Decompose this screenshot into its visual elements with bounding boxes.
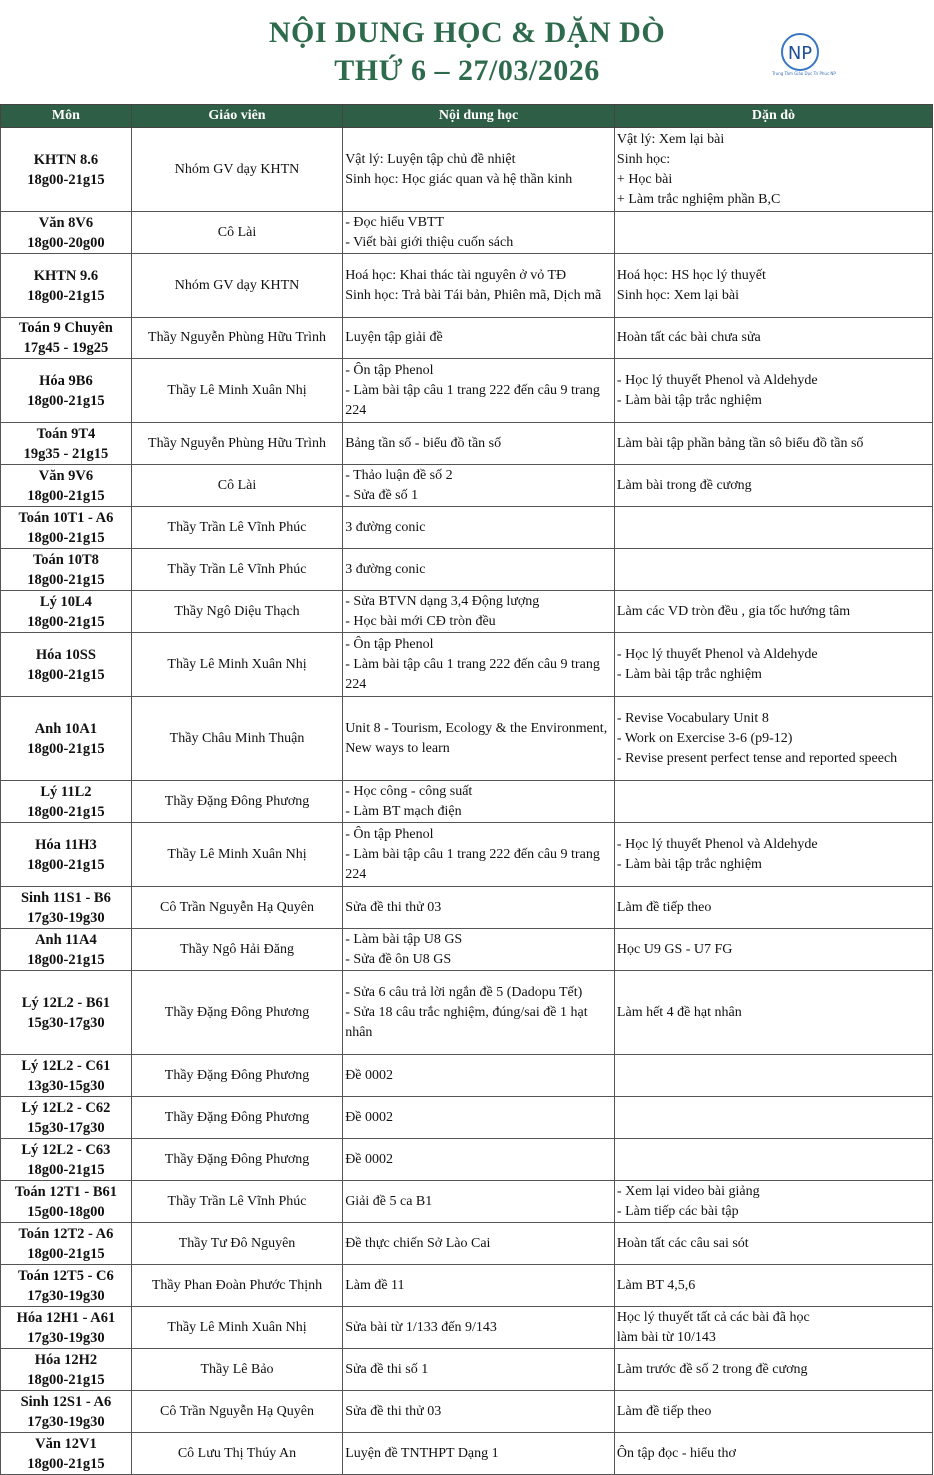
table-row xyxy=(1,1433,933,1475)
content-cell: Luyện tập giải đề xyxy=(343,318,615,359)
content-cell: Hoá học: Khai thác tài nguyên ở vỏ TĐ Sinh học: Trả bài Tái bản, Phiên mã, Dịch mã xyxy=(343,254,615,318)
subject-cell: Anh 11A4 18g00-21g15 xyxy=(1,929,132,971)
table-row xyxy=(1,633,933,697)
subject-cell: Lý 11L2 18g00-21g15 xyxy=(1,781,132,823)
content-cell: Vật lý: Luyện tập chủ đề nhiệt Sinh học: Học giác quan và hệ thần kinh xyxy=(343,128,615,212)
table-row xyxy=(1,781,933,823)
teacher-cell: Thầy Lê Bảo xyxy=(131,1349,342,1391)
teacher-cell: Thầy Tư Đô Nguyên xyxy=(131,1223,342,1265)
content-cell: - Sửa BTVN dạng 3,4 Động lượng - Học bài mới CĐ tròn đều xyxy=(343,591,615,633)
page-date: THỨ 6 – 27/03/2026 xyxy=(334,54,600,87)
content-cell: 3 đường conic xyxy=(343,507,615,549)
homework-cell xyxy=(614,781,932,823)
subject-cell: KHTN 8.6 18g00-21g15 xyxy=(1,128,132,212)
homework-cell: Làm BT 4,5,6 xyxy=(614,1265,932,1307)
homework-cell: Hoàn tất các câu sai sót xyxy=(614,1223,932,1265)
subject-cell: Lý 10L4 18g00-21g15 xyxy=(1,591,132,633)
homework-cell: - Học lý thuyết Phenol và Aldehyde - Làm bài tập trắc nghiệm xyxy=(614,633,932,697)
subject-cell: Toán 12T1 - B61 15g00-18g00 xyxy=(1,1181,132,1223)
table-row xyxy=(1,1139,933,1181)
teacher-cell: Nhóm GV dạy KHTN xyxy=(131,254,342,318)
table-row xyxy=(1,128,933,212)
homework-cell: Làm các VD tròn đều , gia tốc hướng tâm xyxy=(614,591,932,633)
table-row xyxy=(1,1223,933,1265)
table-row xyxy=(1,359,933,423)
content-cell: Sửa đề thi thử 03 xyxy=(343,887,615,929)
teacher-cell: Thầy Nguyễn Phùng Hữu Trình xyxy=(131,318,342,359)
content-cell: - Đọc hiểu VBTT - Viết bài giới thiệu cuốn sách xyxy=(343,212,615,254)
homework-cell: Vật lý: Xem lại bài Sinh học: + Học bài + Làm trắc nghiệm phần B,C xyxy=(614,128,932,212)
homework-cell: - Học lý thuyết Phenol và Aldehyde - Làm bài tập trắc nghiệm xyxy=(614,359,932,423)
homework-cell: - Revise Vocabulary Unit 8 - Work on Exercise 3-6 (p9-12) - Revise present perfect tense and reported speech xyxy=(614,697,932,781)
teacher-cell: Thầy Đặng Đông Phương xyxy=(131,1055,342,1097)
content-cell: - Làm bài tập U8 GS - Sửa đề ôn U8 GS xyxy=(343,929,615,971)
content-cell: Đề thực chiến Sở Lào Cai xyxy=(343,1223,615,1265)
teacher-cell: Thầy Đặng Đông Phương xyxy=(131,1139,342,1181)
table-row xyxy=(1,697,933,781)
logo-mark: NP xyxy=(787,43,813,64)
page-header xyxy=(0,0,934,104)
teacher-cell: Thầy Đặng Đông Phương xyxy=(131,1097,342,1139)
content-cell: Sửa đề thi số 1 xyxy=(343,1349,615,1391)
table-row xyxy=(1,212,933,254)
column-header-teacher: Giáo viên xyxy=(131,105,342,128)
subject-cell: Toán 12T2 - A6 18g00-21g15 xyxy=(1,1223,132,1265)
teacher-cell: Thầy Ngô Hải Đăng xyxy=(131,929,342,971)
content-cell: Unit 8 - Tourism, Ecology & the Environment, New ways to learn xyxy=(343,697,615,781)
homework-cell: Hoàn tất các bài chưa sửa xyxy=(614,318,932,359)
table-row xyxy=(1,1307,933,1349)
table-row xyxy=(1,1391,933,1433)
table-row xyxy=(1,318,933,359)
homework-cell: - Học lý thuyết Phenol và Aldehyde - Làm bài tập trắc nghiệm xyxy=(614,823,932,887)
content-cell: Đề 0002 xyxy=(343,1139,615,1181)
table-row xyxy=(1,254,933,318)
table-row xyxy=(1,823,933,887)
subject-cell: Văn 12V1 18g00-21g15 xyxy=(1,1433,132,1475)
content-cell: Giải đề 5 ca B1 xyxy=(343,1181,615,1223)
table-row xyxy=(1,971,933,1055)
content-cell: - Học công - công suất - Làm BT mạch điện xyxy=(343,781,615,823)
subject-cell: Sinh 12S1 - A6 17g30-19g30 xyxy=(1,1391,132,1433)
table-row xyxy=(1,423,933,465)
content-cell: Đề 0002 xyxy=(343,1055,615,1097)
table-row xyxy=(1,1265,933,1307)
table-row xyxy=(1,1349,933,1391)
subject-cell: Lý 12L2 - C63 18g00-21g15 xyxy=(1,1139,132,1181)
teacher-cell: Thầy Lê Minh Xuân Nhị xyxy=(131,359,342,423)
subject-cell: Hóa 12H2 18g00-21g15 xyxy=(1,1349,132,1391)
content-cell: - Ôn tập Phenol - Làm bài tập câu 1 trang 222 đến câu 9 trang 224 xyxy=(343,359,615,423)
table-row xyxy=(1,929,933,971)
teacher-cell: Thầy Ngô Diệu Thạch xyxy=(131,591,342,633)
table-row xyxy=(1,1181,933,1223)
homework-cell: Làm bài tập phần bảng tần sô biểu đồ tần số xyxy=(614,423,932,465)
subject-cell: Toán 12T5 - C6 17g30-19g30 xyxy=(1,1265,132,1307)
content-cell: - Thảo luận đề số 2 - Sửa đề số 1 xyxy=(343,465,615,507)
subject-cell: Toán 9T4 19g35 - 21g15 xyxy=(1,423,132,465)
subject-cell: Lý 12L2 - B61 15g30-17g30 xyxy=(1,971,132,1055)
table-row xyxy=(1,507,933,549)
teacher-cell: Cô Lài xyxy=(131,465,342,507)
content-cell: Đề 0002 xyxy=(343,1097,615,1139)
subject-cell: Văn 8V6 18g00-20g00 xyxy=(1,212,132,254)
teacher-cell: Thầy Trần Lê Vĩnh Phúc xyxy=(131,507,342,549)
table-row xyxy=(1,887,933,929)
homework-cell: Học lý thuyết tất cả các bài đã học làm bài từ 10/143 xyxy=(614,1307,932,1349)
homework-cell: Làm đề tiếp theo xyxy=(614,887,932,929)
table-header-row xyxy=(1,105,933,128)
homework-cell: Làm bài trong đề cương xyxy=(614,465,932,507)
subject-cell: Toán 10T8 18g00-21g15 xyxy=(1,549,132,591)
teacher-cell: Thầy Lê Minh Xuân Nhị xyxy=(131,1307,342,1349)
subject-cell: Lý 12L2 - C62 15g30-17g30 xyxy=(1,1097,132,1139)
subject-cell: KHTN 9.6 18g00-21g15 xyxy=(1,254,132,318)
teacher-cell: Thầy Phan Đoàn Phước Thịnh xyxy=(131,1265,342,1307)
subject-cell: Toán 9 Chuyên 17g45 - 19g25 xyxy=(1,318,132,359)
subject-cell: Hóa 11H3 18g00-21g15 xyxy=(1,823,132,887)
column-header-content: Nội dung học xyxy=(343,105,615,128)
subject-cell: Sinh 11S1 - B6 17g30-19g30 xyxy=(1,887,132,929)
teacher-cell: Cô Trần Nguyễn Hạ Quyên xyxy=(131,887,342,929)
subject-cell: Văn 9V6 18g00-21g15 xyxy=(1,465,132,507)
table-row xyxy=(1,591,933,633)
homework-cell: Hoá học: HS học lý thuyết Sinh học: Xem lại bài xyxy=(614,254,932,318)
subject-cell: Lý 12L2 - C61 13g30-15g30 xyxy=(1,1055,132,1097)
homework-cell: Học U9 GS - U7 FG xyxy=(614,929,932,971)
homework-cell xyxy=(614,549,932,591)
teacher-cell: Thầy Đặng Đông Phương xyxy=(131,971,342,1055)
content-cell: - Ôn tập Phenol - Làm bài tập câu 1 trang 222 đến câu 9 trang 224 xyxy=(343,633,615,697)
logo-tagline: Trung Tâm Giáo Dục Trí Phúc NP xyxy=(772,71,836,76)
content-cell: 3 đường conic xyxy=(343,549,615,591)
table-row xyxy=(1,1055,933,1097)
table-row xyxy=(1,465,933,507)
table-row xyxy=(1,549,933,591)
subject-cell: Toán 10T1 - A6 18g00-21g15 xyxy=(1,507,132,549)
homework-cell: - Xem lại video bài giảng - Làm tiếp các bài tập xyxy=(614,1181,932,1223)
homework-cell: Làm hết 4 đề hạt nhân xyxy=(614,971,932,1055)
subject-cell: Hóa 9B6 18g00-21g15 xyxy=(1,359,132,423)
teacher-cell: Nhóm GV dạy KHTN xyxy=(131,128,342,212)
homework-cell xyxy=(614,212,932,254)
page-title: NỘI DUNG HỌC & DẶN DÒ xyxy=(268,16,666,49)
column-header-homework: Dặn dò xyxy=(614,105,932,128)
table-row xyxy=(1,1097,933,1139)
subject-cell: Anh 10A1 18g00-21g15 xyxy=(1,697,132,781)
teacher-cell: Thầy Nguyễn Phùng Hữu Trình xyxy=(131,423,342,465)
content-cell: Bảng tần số - biểu đồ tần số xyxy=(343,423,615,465)
homework-cell: Ôn tập đọc - hiểu thơ xyxy=(614,1433,932,1475)
teacher-cell: Thầy Lê Minh Xuân Nhị xyxy=(131,633,342,697)
teacher-cell: Cô Trần Nguyễn Hạ Quyên xyxy=(131,1391,342,1433)
teacher-cell: Thầy Trần Lê Vĩnh Phúc xyxy=(131,549,342,591)
teacher-cell: Thầy Lê Minh Xuân Nhị xyxy=(131,823,342,887)
homework-cell: Làm trước đề số 2 trong đề cương xyxy=(614,1349,932,1391)
homework-cell xyxy=(614,1139,932,1181)
homework-cell xyxy=(614,1097,932,1139)
teacher-cell: Cô Lài xyxy=(131,212,342,254)
homework-cell xyxy=(614,507,932,549)
teacher-cell: Thầy Đặng Đông Phương xyxy=(131,781,342,823)
teacher-cell: Cô Lưu Thị Thúy An xyxy=(131,1433,342,1475)
content-cell: Sửa đề thi thử 03 xyxy=(343,1391,615,1433)
teacher-cell: Thầy Châu Minh Thuận xyxy=(131,697,342,781)
column-header-subject: Môn xyxy=(1,105,132,128)
subject-cell: Hóa 10SS 18g00-21g15 xyxy=(1,633,132,697)
schedule-table xyxy=(0,104,933,1475)
content-cell: - Ôn tập Phenol - Làm bài tập câu 1 trang 222 đến câu 9 trang 224 xyxy=(343,823,615,887)
homework-cell: Làm đề tiếp theo xyxy=(614,1391,932,1433)
content-cell: Làm đề 11 xyxy=(343,1265,615,1307)
subject-cell: Hóa 12H1 - A61 17g30-19g30 xyxy=(1,1307,132,1349)
content-cell: Luyện đề TNTHPT Dạng 1 xyxy=(343,1433,615,1475)
homework-cell xyxy=(614,1055,932,1097)
content-cell: - Sửa 6 câu trả lời ngắn đề 5 (Dadopu Tết) - Sửa 18 câu trắc nghiệm, đúng/sai đề 1 hạt nhân xyxy=(343,971,615,1055)
content-cell: Sửa bài từ 1/133 đến 9/143 xyxy=(343,1307,615,1349)
schedule-body xyxy=(1,128,933,1475)
teacher-cell: Thầy Trần Lê Vĩnh Phúc xyxy=(131,1181,342,1223)
